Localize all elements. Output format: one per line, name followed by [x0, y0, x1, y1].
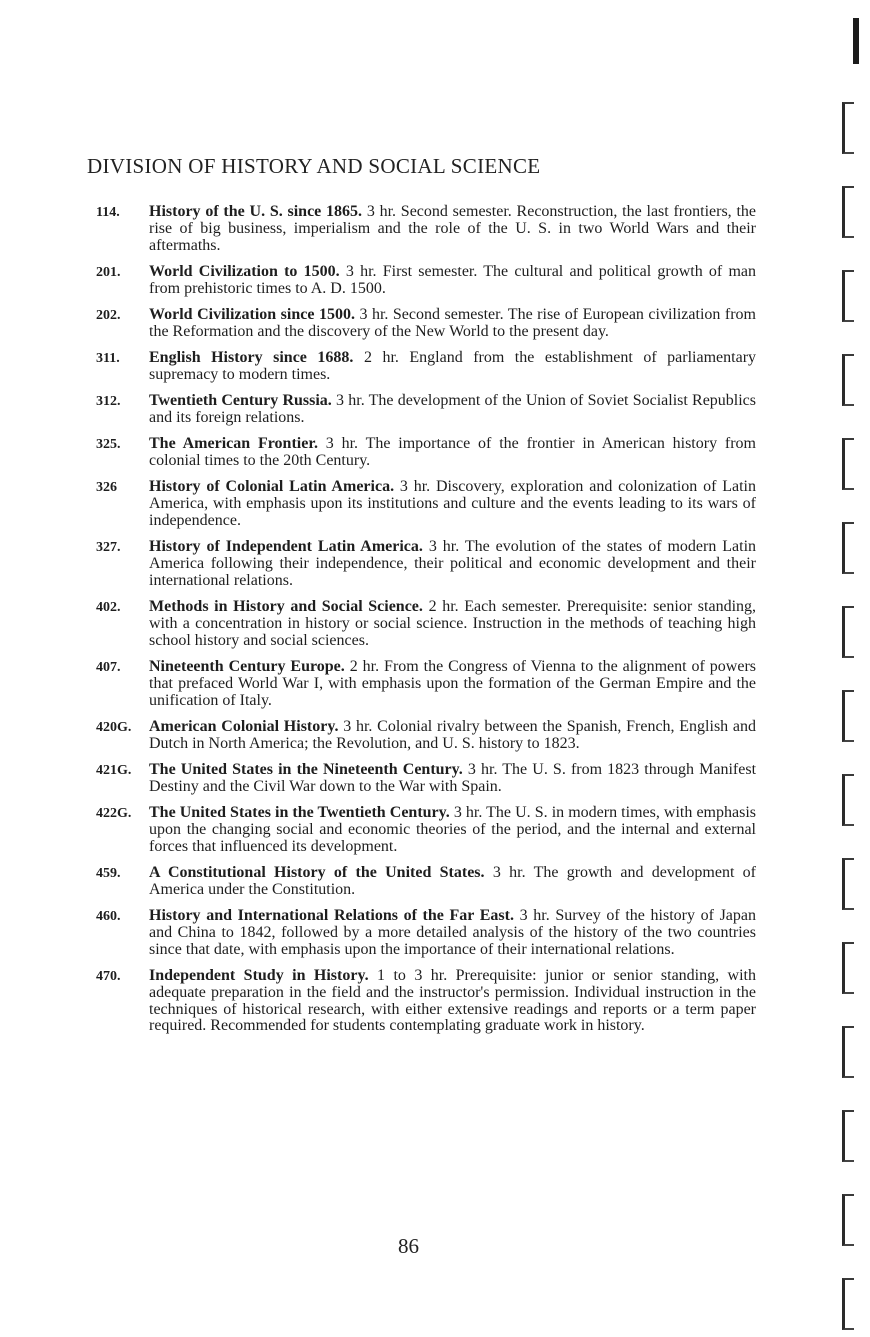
- course-title: Twentieth Century Russia.: [149, 392, 332, 410]
- course-entry: [96, 719, 756, 753]
- course-description: [149, 968, 756, 1035]
- course-number: 325.: [96, 437, 121, 453]
- course-title: American Colonial History.: [149, 717, 339, 735]
- course-description: [149, 436, 756, 470]
- course-description: [149, 719, 756, 753]
- course-description: [149, 762, 756, 796]
- course-list: [96, 204, 756, 1045]
- course-number: 422G.: [96, 806, 132, 822]
- course-title: A Constitutional History of the United States.: [149, 864, 485, 881]
- course-entry: [96, 307, 756, 341]
- course-number: 311.: [96, 351, 120, 367]
- course-entry: [96, 659, 756, 709]
- course-title: History of Colonial Latin America.: [149, 478, 395, 496]
- page-number: 86: [398, 1234, 419, 1258]
- page-heading: DIVISION OF HISTORY AND SOCIAL SCIENCE: [87, 154, 541, 178]
- binder-ring: [842, 942, 854, 994]
- course-text: 3 hr. The U. S. in modern times, with emphasis upon the changing social and economic theories of the period, and the internal and external forces that influenced its development.: [149, 804, 756, 855]
- course-number: 312.: [96, 394, 121, 410]
- course-entry: [96, 436, 756, 470]
- course-title: Independent Study in History.: [149, 966, 369, 984]
- course-entry: [96, 204, 756, 254]
- course-description: [149, 908, 756, 958]
- course-number: 420G.: [96, 719, 132, 735]
- course-title: World Civilization to 1500.: [149, 262, 340, 280]
- course-description: [149, 264, 756, 298]
- course-description: [149, 307, 756, 341]
- course-number: 470.: [96, 968, 121, 984]
- course-title: Nineteenth Century Europe.: [149, 658, 345, 676]
- binder-ring: [842, 522, 854, 574]
- course-title: The United States in the Twentieth Century.: [149, 804, 450, 822]
- binder-ring: [842, 606, 854, 658]
- course-text: 3 hr. Second semester. The rise of European civilization from the Reformation and the discovery of the New World to the present day.: [149, 305, 756, 340]
- course-number: 460.: [96, 909, 121, 925]
- course-text: 3 hr. The U. S. from 1823 through Manifest Destiny and the Civil War down to the War with Spain.: [149, 761, 757, 795]
- binder-ring: [842, 1278, 854, 1330]
- course-text: 3 hr. Discovery, exploration and colonization of Latin America, with emphasis upon its institutions and culture and the events leading to its wars of independence.: [149, 478, 757, 529]
- binder-ring: [842, 270, 854, 322]
- course-description: [149, 659, 756, 709]
- course-number: 402.: [96, 600, 121, 616]
- course-entry: [96, 908, 756, 958]
- course-number: 201.: [96, 264, 121, 280]
- course-number: 407.: [96, 660, 121, 676]
- course-description: [149, 393, 756, 427]
- course-number: 114.: [96, 205, 120, 220]
- binder-ring: [842, 1194, 854, 1246]
- binder-ring: [842, 858, 854, 910]
- course-text: 2 hr. Each semester. Prerequisite: senior standing, with a concentration in history or social science. Instruction in the methods of teaching high school history and social sciences.: [149, 598, 757, 649]
- course-entry: [96, 865, 756, 899]
- course-entry: [96, 762, 756, 796]
- course-number: 421G.: [96, 763, 132, 779]
- course-number: 326: [96, 480, 117, 496]
- course-text: 3 hr. Colonial rivalry between the Spanish, French, English and Dutch in North America; the Revolution, and U. S. history to 1823.: [149, 717, 757, 752]
- course-description: [149, 350, 756, 384]
- course-text: 3 hr. Survey of the history of Japan and China to 1842, followed by a more detailed analysis of the history of the two countries since that date, with emphasis upon the importance of their international relations.: [149, 907, 757, 958]
- course-title: English History since 1688.: [149, 349, 354, 367]
- course-text: 1 to 3 hr. Prerequisite: junior or senior standing, with adequate preparation in the field and the instructor's permission. Individual instruction in the techniques of historical research, with either extensive readings and reports or a term paper required. Recommended for students contemplating graduate work in history.: [149, 966, 757, 1035]
- course-title: The American Frontier.: [149, 435, 318, 453]
- course-entry: [96, 805, 756, 855]
- course-text: 3 hr. First semester. The cultural and political growth of man from prehistoric times to A. D. 1500.: [149, 262, 757, 297]
- course-title: History of the U. S. since 1865.: [149, 203, 363, 220]
- course-entry: [96, 968, 756, 1035]
- course-entry: [96, 264, 756, 298]
- course-title: The United States in the Nineteenth Century.: [149, 761, 463, 779]
- binder-ring: [842, 690, 854, 742]
- binder-ring: [842, 102, 854, 154]
- binder-ring: [842, 186, 854, 238]
- course-entry: [96, 539, 756, 589]
- binder-ring: [842, 354, 854, 406]
- course-description: [149, 805, 756, 855]
- binder-ring: [842, 774, 854, 826]
- course-description: [149, 539, 756, 589]
- course-entry: [96, 599, 756, 649]
- course-number: 327.: [96, 540, 121, 556]
- course-title: History and International Relations of the Far East.: [149, 907, 514, 925]
- course-entry: [96, 350, 756, 384]
- course-title: Methods in History and Social Science.: [149, 598, 423, 616]
- course-title: History of Independent Latin America.: [149, 538, 423, 556]
- course-description: [149, 865, 756, 899]
- course-description: [149, 479, 756, 529]
- binder-ring: [842, 1110, 854, 1162]
- course-number: 459.: [96, 866, 121, 881]
- course-text: 3 hr. Second semester. Reconstruction, the last frontiers, the rise of big business, imperialism and the role of the U. S. in two World Wars and their aftermaths.: [149, 203, 757, 254]
- course-title: World Civilization since 1500.: [149, 305, 355, 323]
- course-entry: [96, 393, 756, 427]
- course-text: 3 hr. The importance of the frontier in American history from colonial times to the 20th Century.: [149, 435, 757, 470]
- binder-mark: [853, 18, 859, 64]
- binder-ring: [842, 1026, 854, 1078]
- binder-ring: [842, 438, 854, 490]
- course-text: 3 hr. The evolution of the states of modern Latin America following their independence, their political and economic development and their international relations.: [149, 538, 757, 589]
- course-entry: [96, 479, 756, 529]
- course-text: 3 hr. The development of the Union of Soviet Socialist Republics and its foreign relations.: [149, 392, 757, 426]
- course-description: [149, 204, 756, 254]
- course-text: 3 hr. The growth and development of America under the Constitution.: [149, 864, 757, 898]
- course-description: [149, 599, 756, 649]
- course-text: 2 hr. England from the establishment of parliamentary supremacy to modern times.: [149, 349, 757, 383]
- course-number: 202.: [96, 307, 121, 323]
- course-text: 2 hr. From the Congress of Vienna to the alignment of powers that prefaced World War I, with emphasis upon the formation of the German Empire and the unification of Italy.: [149, 658, 757, 709]
